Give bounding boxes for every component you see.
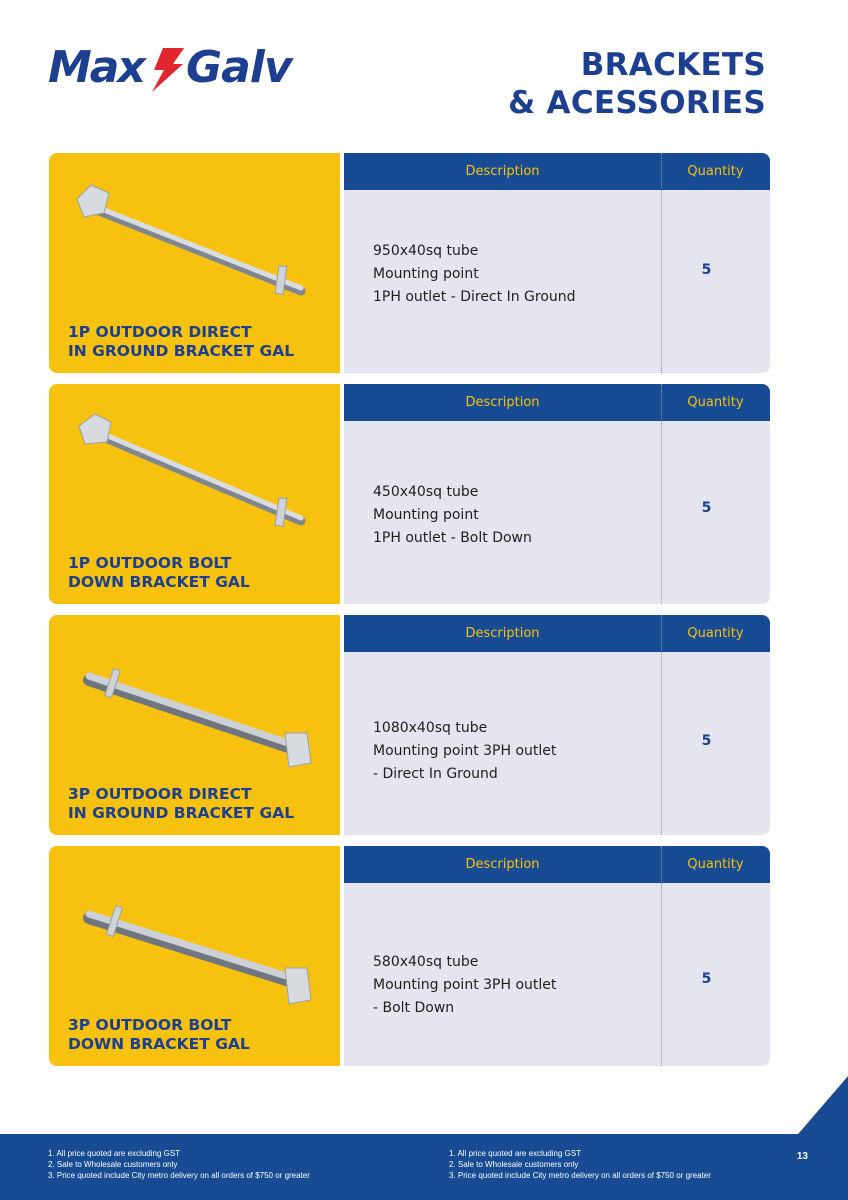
product-image-panel — [49, 384, 340, 604]
footer-bar — [0, 1134, 848, 1200]
product-image-panel — [49, 153, 340, 373]
product-quantity: 5 — [701, 733, 712, 749]
product-description: 450x40sq tube Mounting point 1PH outlet - Bolt Down — [373, 484, 532, 546]
svg-text:Galv: Galv — [186, 42, 292, 93]
product-quantity: 5 — [701, 500, 712, 516]
product-image-panel — [49, 615, 340, 835]
corner-decoration — [778, 1068, 848, 1138]
product-info-table — [344, 384, 770, 604]
page-number: 13 — [796, 1151, 808, 1162]
maxgalv-logo — [48, 40, 323, 96]
table-header — [344, 384, 770, 421]
description-header: Description — [465, 395, 540, 410]
table-header — [344, 846, 770, 883]
product-description: 950x40sq tube Mounting point 1PH outlet - Direct In Ground — [373, 243, 576, 305]
product-name: 1P OUTDOOR DIRECT IN GROUND BRACKET GAL — [68, 323, 295, 360]
product-info-table — [344, 615, 770, 835]
quantity-header: Quantity — [687, 395, 744, 410]
product-name: 3P OUTDOOR BOLT DOWN BRACKET GAL — [68, 1016, 250, 1053]
column-divider — [661, 846, 662, 1066]
product-description: 1080x40sq tube Mounting point 3PH outlet - Direct In Ground — [373, 720, 557, 782]
quantity-header: Quantity — [687, 626, 744, 641]
footer-notes: 1. All price quoted are excluding GST 2. Sale to Wholesale customers only 3. Price quoted include City metro delivery on all orders of $750 or greater — [449, 1149, 711, 1180]
description-header: Description — [465, 626, 540, 641]
quantity-header: Quantity — [687, 857, 744, 872]
lightning-bolt-icon — [152, 48, 184, 92]
product-card — [49, 153, 770, 373]
product-name: 3P OUTDOOR DIRECT IN GROUND BRACKET GAL — [68, 785, 295, 822]
svg-text:Max: Max — [48, 42, 144, 93]
product-quantity: 5 — [701, 971, 712, 987]
product-description: 580x40sq tube Mounting point 3PH outlet - Bolt Down — [373, 954, 557, 1016]
table-header — [344, 153, 770, 190]
column-divider — [661, 615, 662, 835]
product-card — [49, 384, 770, 604]
product-quantity: 5 — [701, 262, 712, 278]
description-header: Description — [465, 857, 540, 872]
product-card — [49, 846, 770, 1066]
quantity-header: Quantity — [687, 164, 744, 179]
column-divider — [661, 384, 662, 604]
page-title: BRACKETS & ACESSORIES — [508, 47, 766, 121]
product-card — [49, 615, 770, 835]
product-info-table — [344, 846, 770, 1066]
product-info-table — [344, 153, 770, 373]
footer-notes: 1. All price quoted are excluding GST 2. Sale to Wholesale customers only 3. Price quoted include City metro delivery on all orders of $750 or greater — [48, 1149, 310, 1180]
product-image-panel — [49, 846, 340, 1066]
product-name: 1P OUTDOOR BOLT DOWN BRACKET GAL — [68, 554, 250, 591]
table-header — [344, 615, 770, 652]
description-header: Description — [465, 164, 540, 179]
